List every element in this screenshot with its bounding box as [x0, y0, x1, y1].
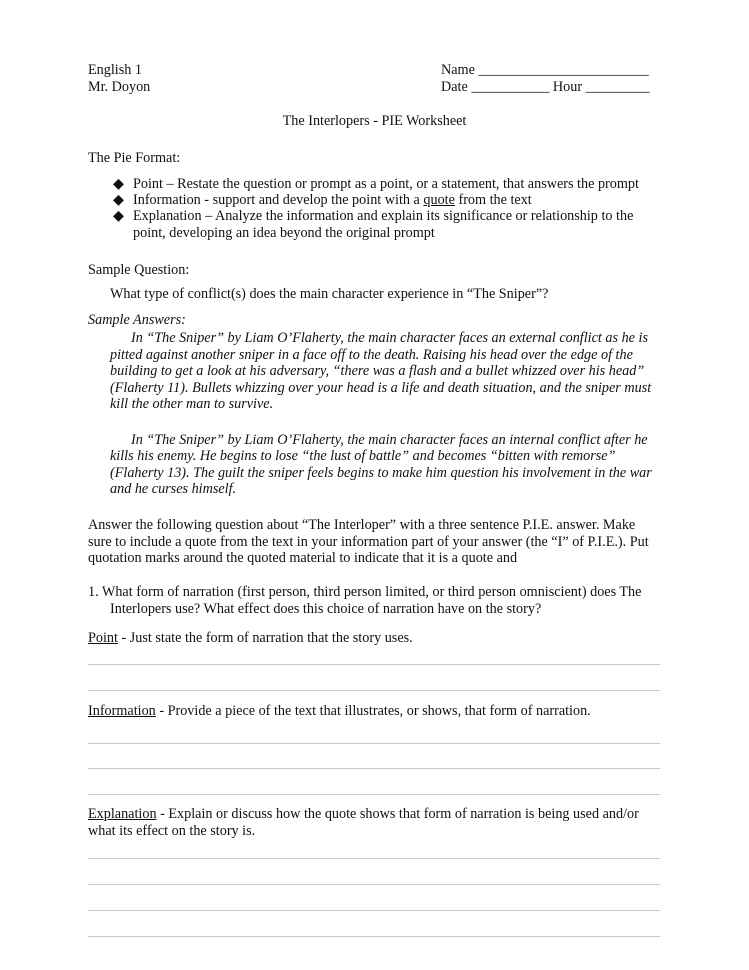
- pie-item-point: Point – Restate the question or prompt as a point, or a statement, that answers the prompt: [133, 176, 639, 192]
- answer-line-information-2[interactable]: [88, 768, 660, 769]
- answer-line-explanation-2[interactable]: [88, 884, 660, 885]
- question-line: Interlopers use? What effect does this choice of narration have on the story?: [110, 601, 542, 617]
- teacher-name: Mr. Doyon: [88, 79, 151, 95]
- explanation-label: Explanation: [88, 806, 157, 822]
- sample-question-heading: Sample Question:: [88, 262, 190, 278]
- page-title: The Interlopers - PIE Worksheet: [282, 113, 467, 129]
- answer-line: pitted against another sniper in a face off to the death. Raising his head over the edge of the: [110, 347, 633, 363]
- information-label: Information: [88, 703, 156, 719]
- pie-item-explanation: Explanation – Analyze the information and explain its significance or relationship to the: [133, 208, 634, 224]
- point-label: Point: [88, 630, 118, 646]
- diamond-bullet-icon: ◆: [113, 208, 124, 224]
- instruction-line: quotation marks around the quoted material to indicate that it is a quote and: [88, 550, 518, 566]
- course-name: English 1: [88, 62, 142, 78]
- question-line: 1. What form of narration (first person, third person limited, or third person omniscient) does The: [88, 584, 642, 600]
- answer-line-point-2[interactable]: [88, 690, 660, 691]
- explanation-text: - Explain or discuss how the quote shows that form of narration is being used and/or: [156, 806, 639, 822]
- pie-format-heading: The Pie Format:: [88, 150, 181, 166]
- answer-line: building to get a look at his adversary, “there was a flash and a bullet whizzed over his head”: [110, 363, 645, 379]
- diamond-bullet-icon: ◆: [113, 176, 124, 192]
- instruction-line: Answer the following question about “The Interloper” with a three sentence P.I.E. answer. Make: [88, 517, 636, 533]
- answer-line: (Flaherty 13). The guilt the sniper feels begins to make him question his involvement in the war: [110, 465, 652, 481]
- answer-line-explanation-1[interactable]: [88, 858, 660, 859]
- answer-line: kills his enemy. He begins to lose “the lust of battle” and becomes “bitten with remorse”: [110, 448, 616, 464]
- answer-line-explanation-4[interactable]: [88, 936, 660, 937]
- diamond-bullet-icon: ◆: [113, 192, 124, 208]
- answer-line: and he curses himself.: [110, 481, 237, 497]
- point-prompt: [88, 630, 413, 647]
- name-field: Name ________________________: [441, 62, 649, 78]
- answer-line: (Flaherty 11). Bullets whizzing over your head is a life and death situation, and the sniper must: [110, 380, 652, 396]
- point-text: - Just state the form of narration that the story uses.: [117, 630, 413, 646]
- pie-item-information: Information - support and develop the point with a quote from the text: [133, 192, 532, 208]
- answer-line-information-3[interactable]: [88, 794, 660, 795]
- answer-line: In “The Sniper” by Liam O’Flaherty, the main character faces an external conflict as he is: [131, 330, 648, 346]
- information-prompt: [88, 703, 591, 720]
- answer-line-information-1[interactable]: [88, 743, 660, 744]
- sample-question-text: What type of conflict(s) does the main character experience in “The Sniper”?: [110, 286, 549, 302]
- information-text: - Provide a piece of the text that illustrates, or shows, that form of narration.: [155, 703, 591, 719]
- explanation-text-cont: what its effect on the story is.: [88, 823, 256, 839]
- answer-line: In “The Sniper” by Liam O’Flaherty, the main character faces an internal conflict after he: [131, 432, 648, 448]
- date-hour-field: Date ___________ Hour _________: [441, 79, 650, 95]
- answer-line-explanation-3[interactable]: [88, 910, 660, 911]
- pie-item-explanation-cont: point, developing an idea beyond the original prompt: [133, 225, 435, 241]
- explanation-prompt: [88, 806, 639, 823]
- instruction-line: sure to include a quote from the text in your information part of your answer (the “I” of P.I.E.). Put: [88, 534, 649, 550]
- answer-line-point-1[interactable]: [88, 664, 660, 665]
- sample-answers-heading: Sample Answers:: [88, 312, 186, 328]
- answer-line: kill the other man to survive.: [110, 396, 274, 412]
